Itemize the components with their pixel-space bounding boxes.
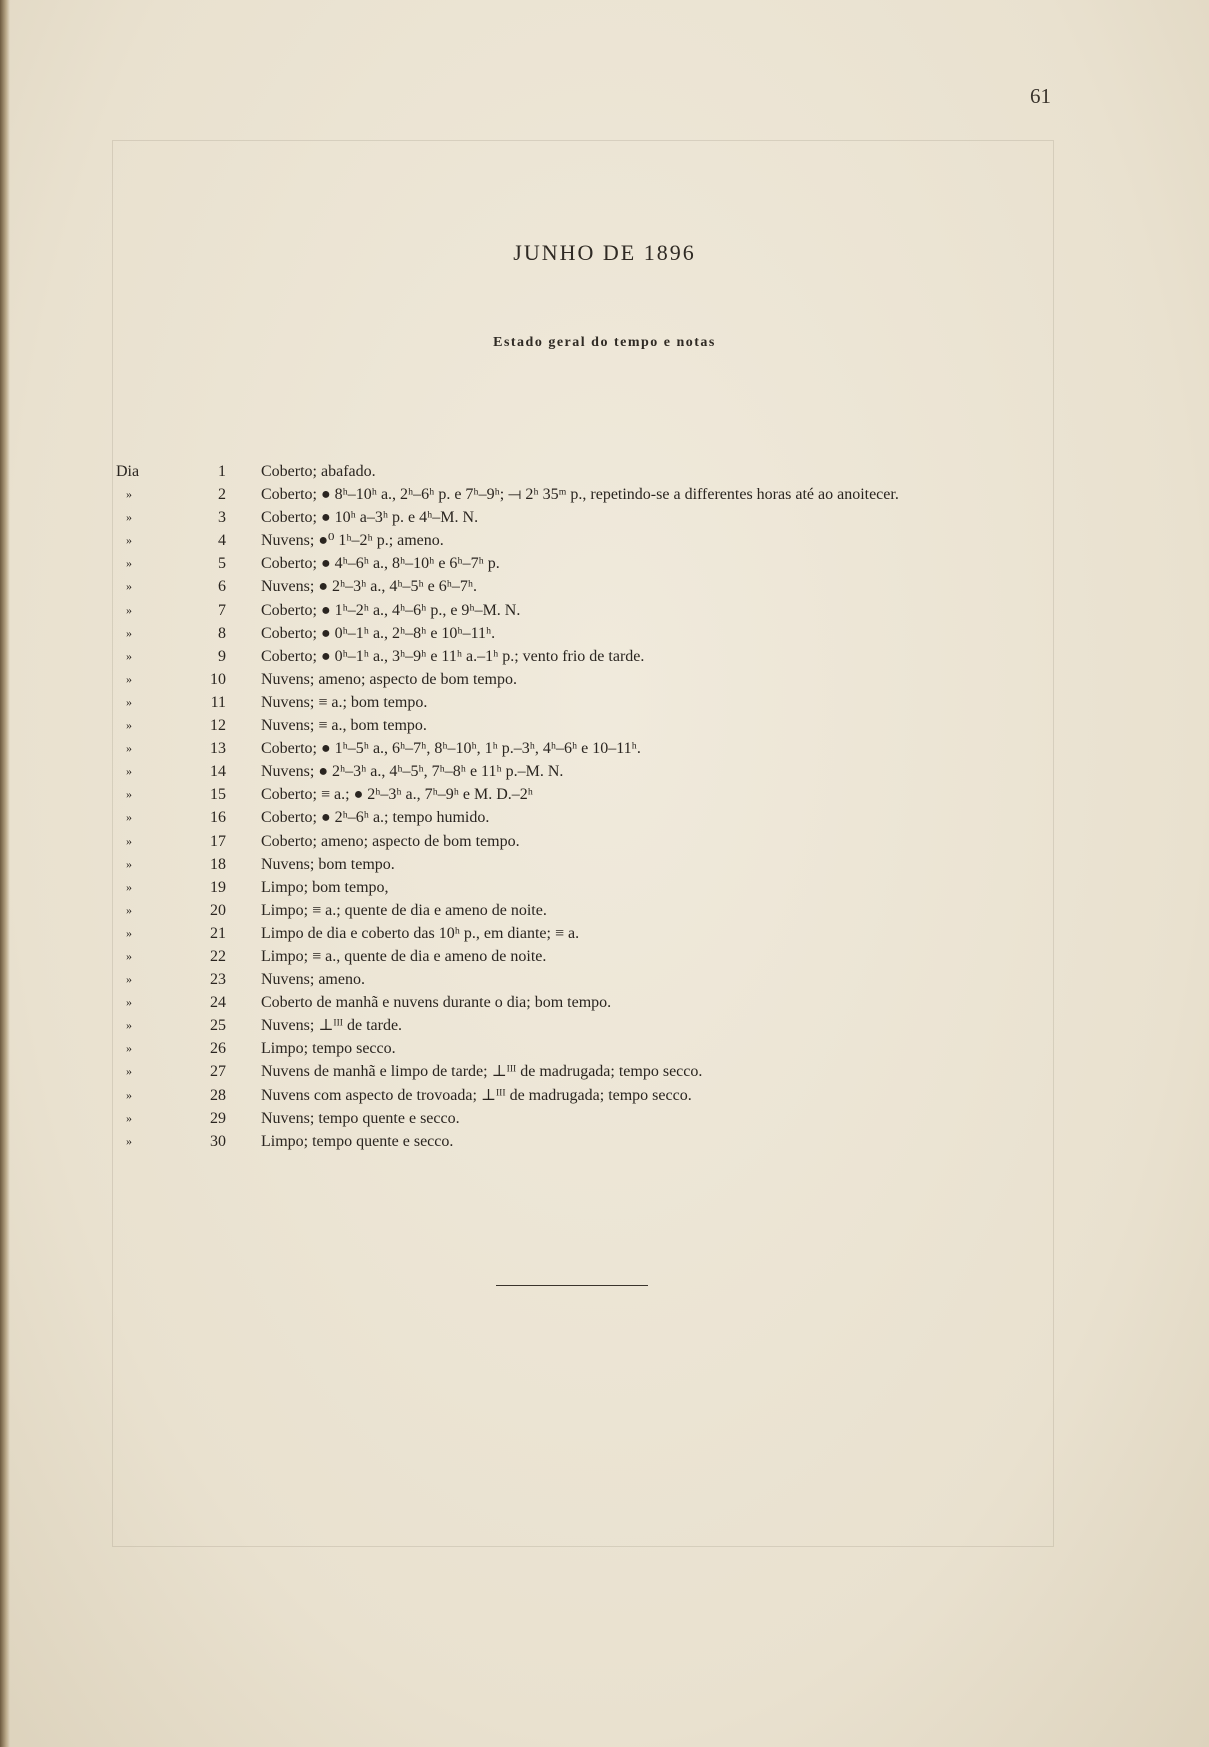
table-row [110, 830, 1070, 853]
table-row [110, 737, 1070, 760]
day-number: 26 [210, 1040, 226, 1058]
table-row [110, 622, 1070, 645]
day-number: 4 [218, 532, 226, 550]
table-row [110, 760, 1070, 783]
day-number: 7 [218, 601, 226, 619]
weather-note: Coberto; ● 4ʰ–6ʰ a., 8ʰ–10ʰ e 6ʰ–7ʰ p. [261, 555, 500, 573]
table-row [110, 922, 1070, 945]
ditto-mark: » [126, 972, 132, 987]
day-number: 20 [210, 901, 226, 919]
weather-note: Nuvens; ameno. [261, 971, 365, 989]
day-number: 19 [210, 878, 226, 896]
weather-note: Limpo; ≡ a.; quente de dia e ameno de noite. [261, 901, 547, 919]
table-row [110, 552, 1070, 575]
table-row [110, 1037, 1070, 1060]
weather-note: Nuvens; ameno; aspecto de bom tempo. [261, 670, 517, 688]
weather-note: Nuvens; bom tempo. [261, 855, 395, 873]
weather-note: Nuvens com aspecto de trovoada; ⊥ᴵᴵᴵ de madrugada; tempo secco. [261, 1086, 692, 1104]
ditto-mark: » [126, 1041, 132, 1056]
weather-note: Nuvens; ● 2ʰ–3ʰ a., 4ʰ–5ʰ, 7ʰ–8ʰ e 11ʰ p.–M. N. [261, 763, 564, 781]
day-number: 2 [218, 486, 226, 504]
day-number: 9 [218, 647, 226, 665]
ditto-mark: » [126, 787, 132, 802]
ditto-mark: » [126, 1018, 132, 1033]
weather-note: Nuvens; ●⁰ 1ʰ–2ʰ p.; ameno. [261, 532, 444, 550]
day-number: 23 [210, 971, 226, 989]
weather-note: Nuvens de manhã e limpo de tarde; ⊥ᴵᴵᴵ de madrugada; tempo secco. [261, 1063, 703, 1081]
weather-note: Limpo; bom tempo, [261, 878, 389, 896]
weather-note: Coberto; ≡ a.; ● 2ʰ–3ʰ a., 7ʰ–9ʰ e M. D.–2ʰ [261, 786, 533, 804]
table-row [110, 991, 1070, 1014]
table-row [110, 1107, 1070, 1130]
day-number: 11 [210, 693, 226, 711]
day-number: 3 [218, 509, 226, 527]
table-row [110, 529, 1070, 552]
weather-note: Coberto; ● 8ʰ–10ʰ a., 2ʰ–6ʰ p. e 7ʰ–9ʰ; ⟞ 2ʰ 35ᵐ p., repetindo-se a differentes horas até ao anoitecer. [261, 486, 899, 504]
ditto-mark: » [126, 833, 132, 848]
weather-note: Nuvens; ≡ a., bom tempo. [261, 717, 427, 735]
ditto-mark: » [126, 694, 132, 709]
ditto-mark: » [126, 856, 132, 871]
ditto-mark: » [126, 902, 132, 917]
table-row [110, 460, 1070, 483]
weather-note: Nuvens; tempo quente e secco. [261, 1109, 460, 1127]
table-row [110, 599, 1070, 622]
ditto-mark: » [126, 1133, 132, 1148]
day-number: 1 [218, 463, 226, 480]
weather-note: Coberto; ● 1ʰ–5ʰ a., 6ʰ–7ʰ, 8ʰ–10ʰ, 1ʰ p.–3ʰ, 4ʰ–6ʰ e 10–11ʰ. [261, 740, 641, 758]
ditto-mark: » [126, 602, 132, 617]
weather-note: Coberto; ● 10ʰ a–3ʰ p. e 4ʰ–M. N. [261, 509, 479, 527]
weather-note: Limpo; tempo quente e secco. [261, 1132, 454, 1150]
ditto-mark: » [126, 1064, 132, 1079]
weather-note: Limpo de dia e coberto das 10ʰ p., em diante; ≡ a. [261, 924, 580, 942]
day-number: 25 [210, 1017, 226, 1035]
ditto-mark: » [126, 579, 132, 594]
table-row [110, 968, 1070, 991]
table-row [110, 1014, 1070, 1037]
day-number: 13 [210, 740, 226, 758]
table-row [110, 506, 1070, 529]
ditto-mark: » [126, 718, 132, 733]
ditto-mark: » [126, 995, 132, 1010]
table-row [110, 714, 1070, 737]
day-number: 5 [218, 555, 226, 573]
day-number: 16 [210, 809, 226, 827]
weather-note: Coberto de manhã e nuvens durante o dia; bom tempo. [261, 994, 612, 1012]
ditto-mark: » [126, 1087, 132, 1102]
table-row [110, 806, 1070, 829]
day-label: Dia [116, 463, 140, 480]
day-number: 6 [218, 578, 226, 596]
ditto-mark: » [126, 533, 132, 548]
weather-note: Nuvens; ⊥ᴵᴵᴵ de tarde. [261, 1017, 403, 1035]
table-row [110, 945, 1070, 968]
table-row [110, 783, 1070, 806]
ditto-mark: » [126, 879, 132, 894]
ditto-mark: » [126, 925, 132, 940]
table-row [110, 853, 1070, 876]
day-number: 21 [210, 924, 226, 942]
weather-note: Limpo; ≡ a., quente de dia e ameno de noite. [261, 947, 547, 965]
ditto-mark: » [126, 741, 132, 756]
day-number: 12 [210, 717, 226, 735]
day-number: 17 [210, 832, 226, 850]
weather-note: Coberto; ameno; aspecto de bom tempo. [261, 832, 520, 850]
day-number: 28 [210, 1086, 226, 1104]
weather-note: Coberto; ● 0ʰ–1ʰ a., 2ʰ–8ʰ e 10ʰ–11ʰ. [261, 624, 496, 642]
section-subtitle: Estado geral do tempo e notas [493, 335, 716, 350]
day-number: 10 [210, 670, 226, 688]
ditto-mark: » [126, 671, 132, 686]
day-number: 27 [210, 1063, 226, 1081]
weather-note: Limpo; tempo secco. [261, 1040, 396, 1058]
weather-note: Nuvens; ≡ a.; bom tempo. [261, 693, 428, 711]
table-row [110, 668, 1070, 691]
weather-notes-table [110, 460, 1070, 1153]
ditto-mark: » [126, 764, 132, 779]
day-number: 29 [210, 1109, 226, 1127]
day-number: 22 [210, 947, 226, 965]
weather-note: Coberto; ● 0ʰ–1ʰ a., 3ʰ–9ʰ e 11ʰ a.–1ʰ p.; vento frio de tarde. [261, 647, 645, 665]
table-row [110, 691, 1070, 714]
day-number: 15 [210, 786, 226, 804]
table-row [110, 899, 1070, 922]
table-row [110, 1084, 1070, 1107]
day-number: 8 [218, 624, 226, 642]
day-number: 14 [210, 763, 226, 781]
ditto-mark: » [126, 510, 132, 525]
ditto-mark: » [126, 1110, 132, 1125]
weather-note: Coberto; abafado. [261, 463, 376, 480]
weather-note: Coberto; ● 1ʰ–2ʰ a., 4ʰ–6ʰ p., e 9ʰ–M. N. [261, 601, 521, 619]
weather-note: Coberto; ● 2ʰ–6ʰ a.; tempo humido. [261, 809, 490, 827]
end-rule [496, 1285, 648, 1286]
ditto-mark: » [126, 625, 132, 640]
table-row [110, 645, 1070, 668]
ditto-mark: » [126, 648, 132, 663]
page-title: JUNHO DE 1896 [513, 240, 696, 265]
ditto-mark: » [126, 810, 132, 825]
table-row [110, 876, 1070, 899]
weather-note: Nuvens; ● 2ʰ–3ʰ a., 4ʰ–5ʰ e 6ʰ–7ʰ. [261, 578, 478, 596]
day-number: 18 [210, 855, 226, 873]
table-row [110, 483, 1070, 506]
table-row [110, 575, 1070, 598]
day-number: 24 [210, 994, 226, 1012]
page-number: 61 [1030, 84, 1051, 108]
table-row [110, 1130, 1070, 1153]
table-row [110, 1060, 1070, 1083]
ditto-mark: » [126, 948, 132, 963]
day-number: 30 [210, 1132, 226, 1150]
ditto-mark: » [126, 556, 132, 571]
ditto-mark: » [126, 487, 132, 502]
